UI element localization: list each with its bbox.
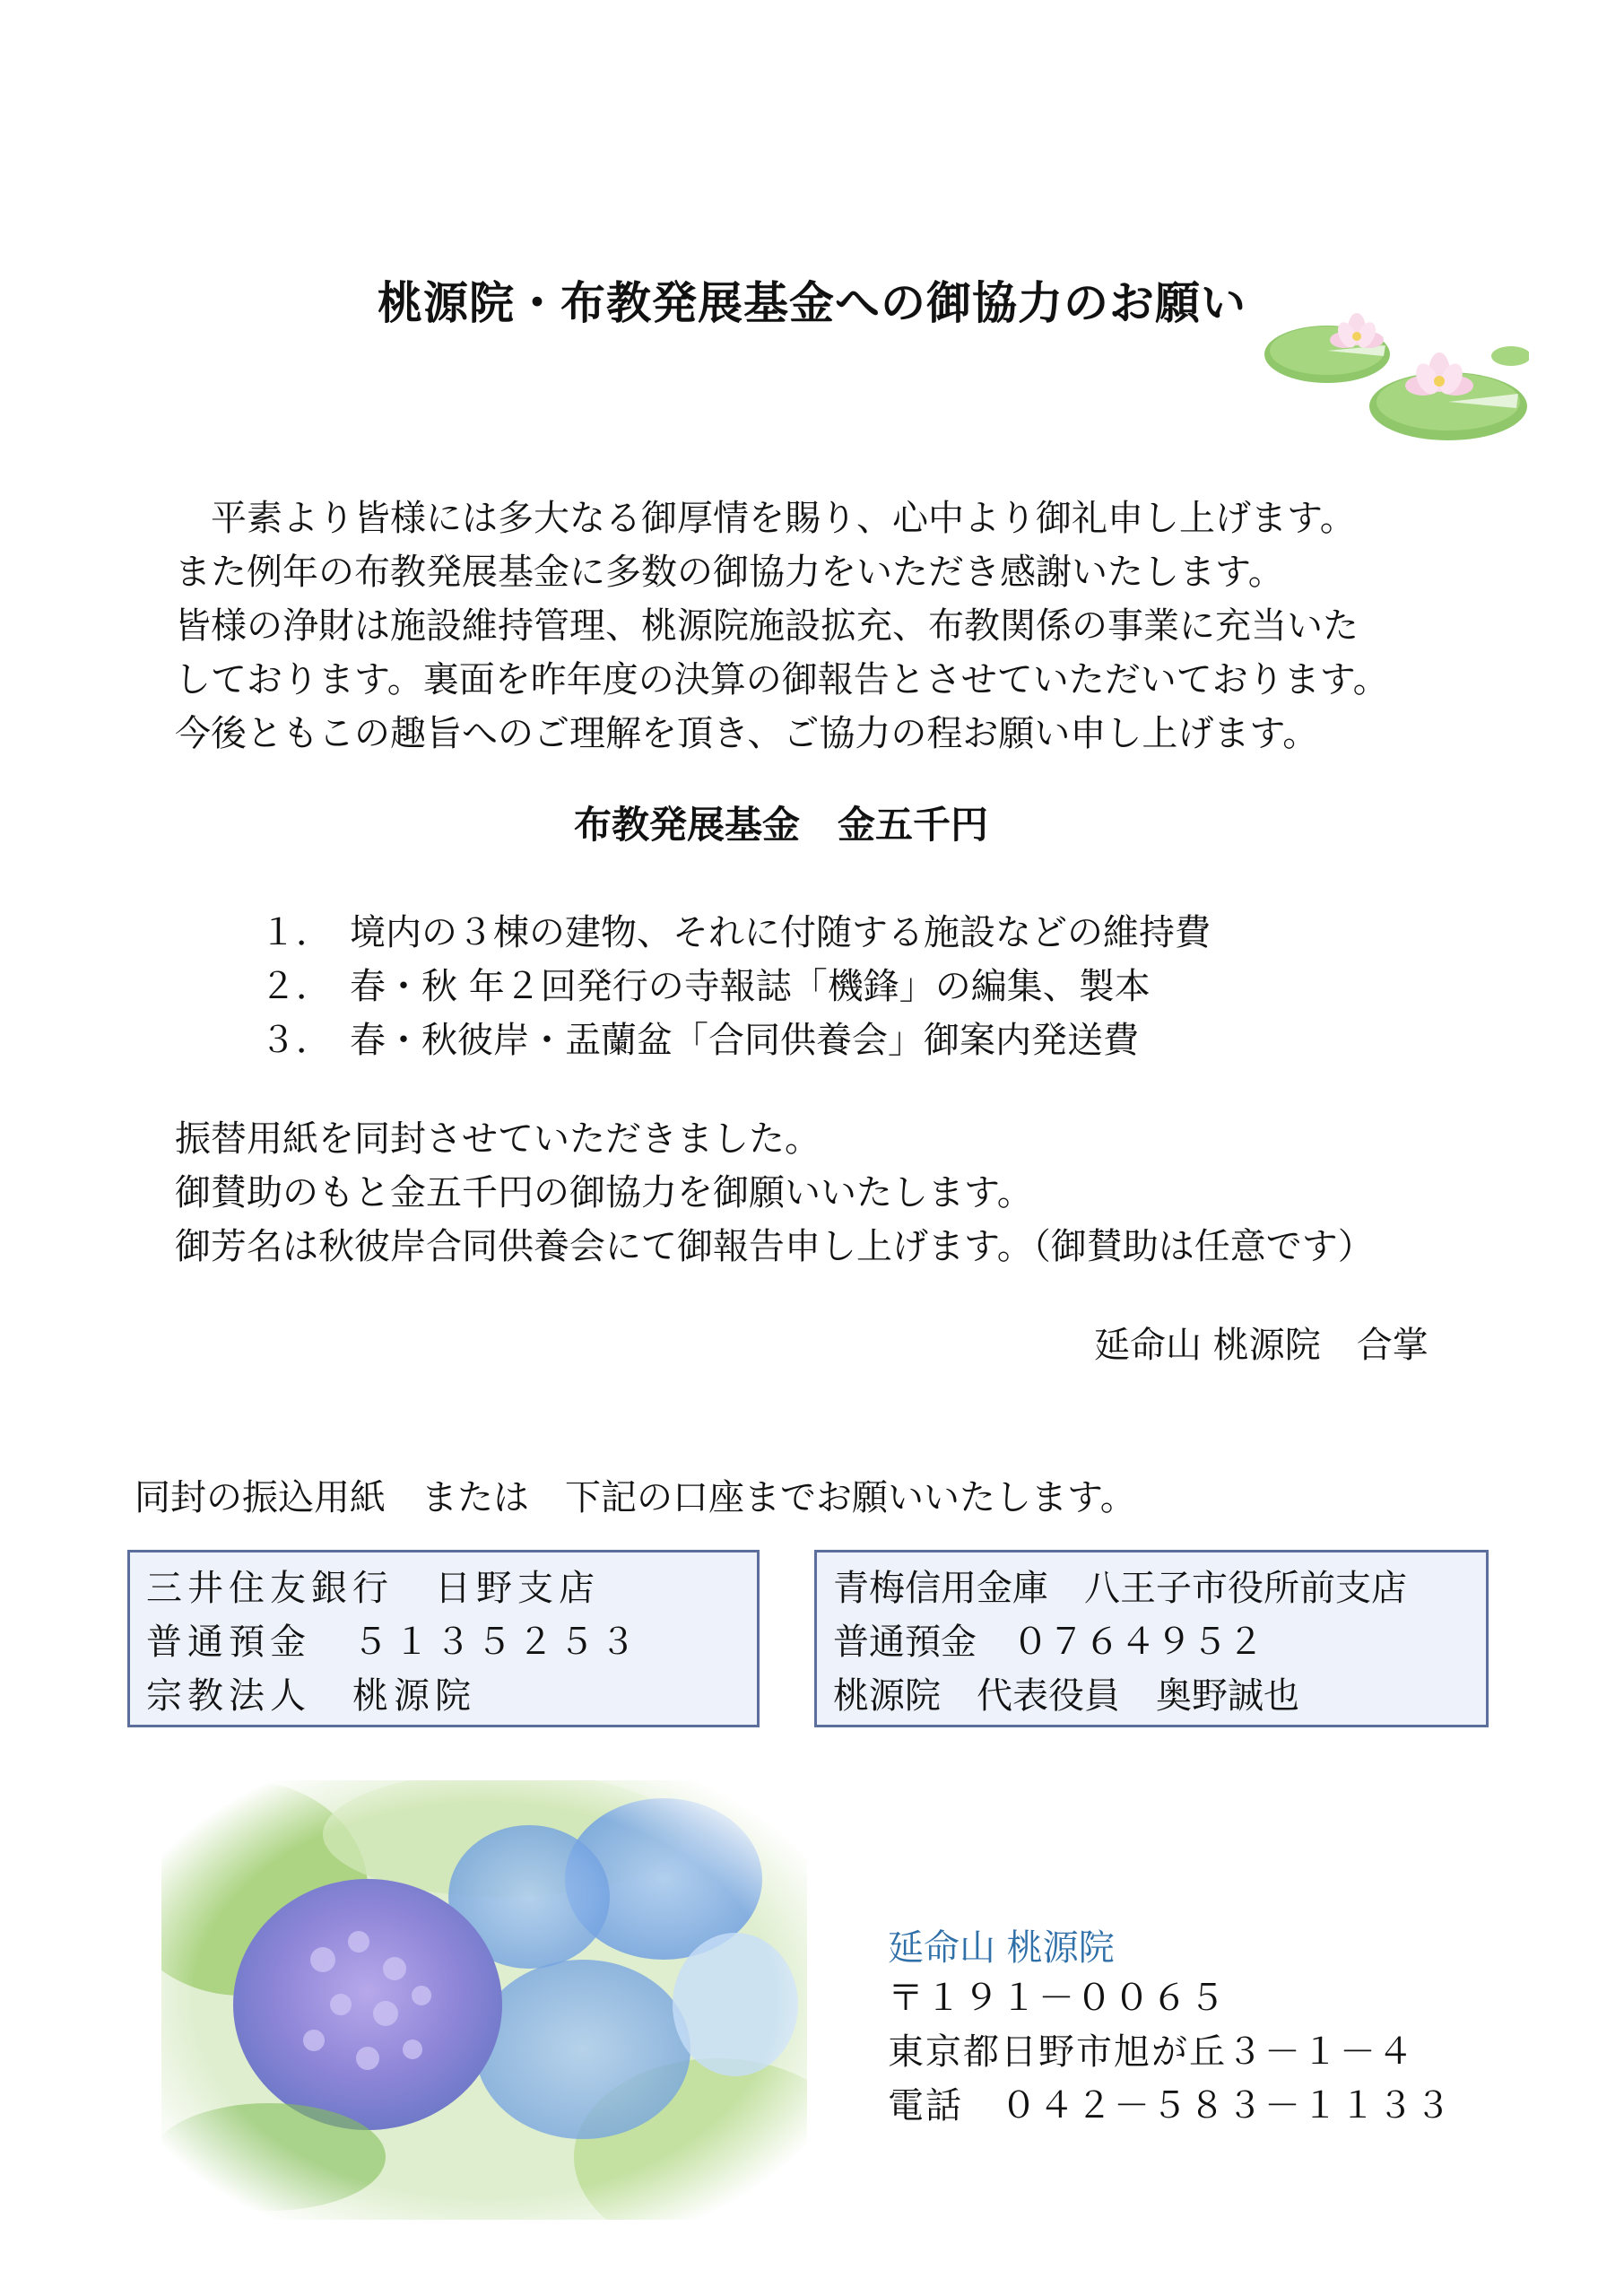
body-line: 皆様の浄財は施設維持管理、桃源院施設拡充、布教関係の事業に充当いた bbox=[175, 605, 1359, 647]
water-lily-illustration bbox=[1260, 300, 1529, 453]
bank-name: 三井住友銀行 日野支店 bbox=[146, 1568, 600, 1609]
postal-code: 〒１９１－００６５ bbox=[888, 1978, 1227, 2019]
greeting-paragraph bbox=[175, 491, 1484, 761]
bank-account-box-smbc bbox=[127, 1550, 760, 1727]
bank-name: 青梅信用金庫 八王子市役所前支店 bbox=[833, 1568, 1407, 1609]
page-title: 桃源院・布教発展基金への御協力のお願い bbox=[378, 277, 1246, 329]
list-item bbox=[260, 1013, 1211, 1067]
body-line: 平素より皆様には多大なる御厚情を賜り、心中より御礼申し上げます。 bbox=[175, 498, 1356, 539]
list-item bbox=[260, 906, 1211, 960]
list-number: ３． bbox=[260, 1020, 332, 1061]
contact-address-block bbox=[888, 1971, 1453, 2133]
request-paragraph bbox=[175, 1112, 1374, 1274]
account-holder: 桃源院 代表役員 奥野誠也 bbox=[833, 1675, 1299, 1717]
request-line: 御賛助のもと金五千円の御協力を御願いいたします。 bbox=[175, 1172, 1033, 1213]
list-number: ２． bbox=[260, 966, 332, 1007]
list-text: 春・秋彼岸・盂蘭盆「合同供養会」御案内発送費 bbox=[350, 1020, 1139, 1061]
body-line: 今後ともこの趣旨へのご理解を頂き、ご協力の程お願い申し上げます。 bbox=[175, 713, 1319, 754]
body-line: しております。裏面を昨年度の決算の御報告とさせていただいております。 bbox=[175, 659, 1389, 700]
account-number: 普通預金 ５１３５２５３ bbox=[146, 1622, 641, 1663]
list-number: １． bbox=[260, 912, 332, 953]
purpose-list bbox=[260, 906, 1211, 1067]
request-line: 御芳名は秋彼岸合同供養会にて御報告申し上げます。（御賛助は任意です） bbox=[175, 1226, 1374, 1267]
street-address: 東京都日野市旭が丘３－１－４ bbox=[888, 2031, 1415, 2073]
account-number: 普通預金 ０７６４９５２ bbox=[833, 1622, 1264, 1663]
account-holder: 宗教法人 桃源院 bbox=[146, 1675, 476, 1717]
transfer-instruction: 同封の振込用紙 または 下記の口座までお願いいたします。 bbox=[135, 1477, 1136, 1518]
list-text: 春・秋 年２回発行の寺報誌「機鋒」の編集、製本 bbox=[350, 966, 1151, 1007]
phone-number: 電話 ０４２－５８３－１１３３ bbox=[888, 2085, 1453, 2126]
fund-heading: 布教発展基金 金五千円 bbox=[574, 803, 989, 847]
list-text: 境内の３棟の建物、それに付随する施設などの維持費 bbox=[350, 912, 1211, 953]
signature: 延命山 桃源院 合掌 bbox=[1094, 1325, 1429, 1366]
contact-name: 延命山 桃源院 bbox=[888, 1927, 1115, 1969]
body-line: また例年の布教発展基金に多数の御協力をいただき感謝いたします。 bbox=[175, 552, 1284, 593]
bank-account-box-ome bbox=[814, 1550, 1489, 1727]
hydrangea-photo bbox=[161, 1780, 807, 2220]
request-line: 振替用紙を同封させていただきました。 bbox=[175, 1118, 821, 1160]
list-item bbox=[260, 960, 1211, 1013]
